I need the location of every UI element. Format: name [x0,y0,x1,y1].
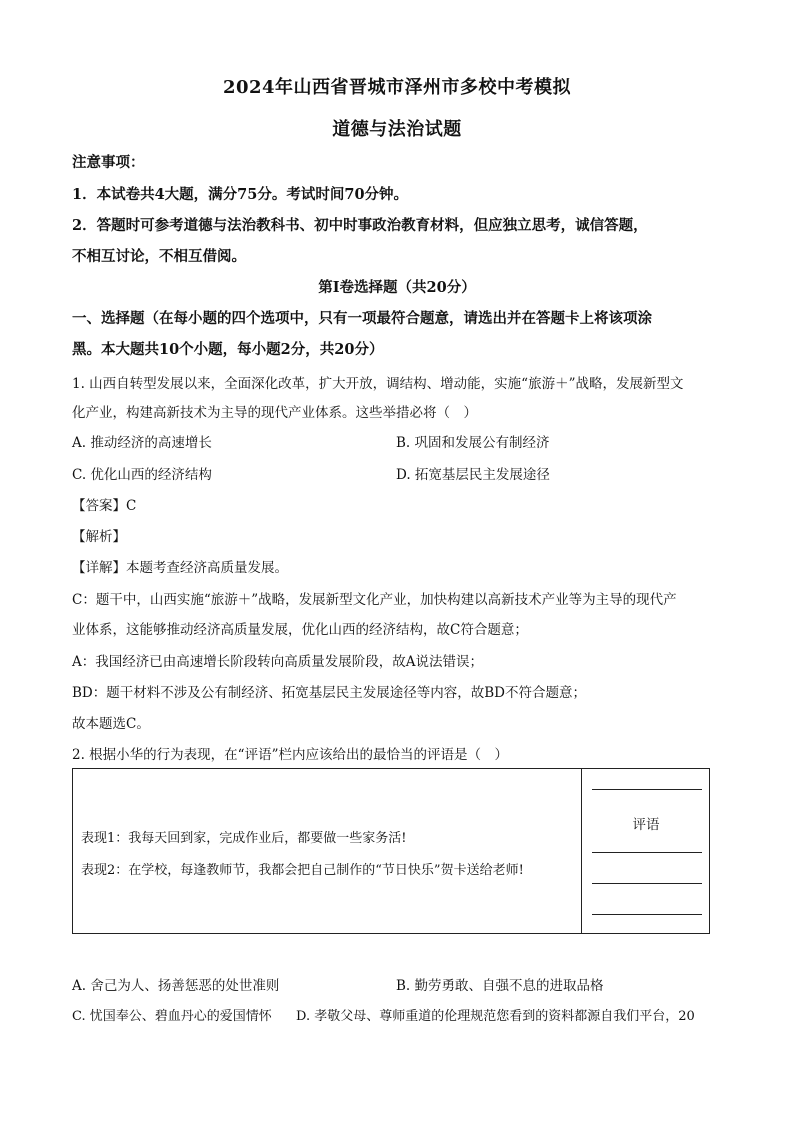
comment-blank-line [592,852,702,853]
notice-heading: 注意事项： [72,154,145,171]
table-column-divider [581,769,582,933]
q1-explanation-a: A：我国经济已由高速增长阶段转向高质量发展阶段，故A说法错误； [72,654,483,670]
notice-item-2-line-2: 不相互讨论，不相互借阅。 [72,248,246,265]
comment-blank-line [592,883,702,884]
section-instructions-line-2: 黑。本大题共10个小题，每小题2分，共20分） [72,341,384,358]
q2-option-d: D. 孝敬父母、尊师重道的伦理规范您看到的资料都源自我们平台，20 [296,1009,695,1024]
q1-analysis-label: 【解析】 [72,529,126,545]
q2-stem: 2. 根据小华的行为表现，在“评语”栏内应该给出的最恰当的评语是（ ） [72,747,508,763]
q1-detail: 【详解】本题考查经济高质量发展。 [72,560,288,576]
comment-blank-line [592,914,702,915]
q1-conclusion: 故本题选C。 [72,716,150,732]
exam-title: 2024年山西省晋城市泽州市多校中考模拟 [222,77,572,98]
q1-option-b: B. 巩固和发展公有制经济 [396,435,550,451]
q1-option-a: A. 推动经济的高速增长 [72,435,212,451]
q2-behavior-1: 表现1：我每天回到家，完成作业后，都要做一些家务活! [81,831,407,846]
q1-option-d: D. 拓宽基层民主发展途径 [396,467,550,483]
q1-stem-line-2: 化产业，构建高新技术为主导的现代产业体系。这些举措必将（ ） [72,405,477,421]
q1-explanation-bd: BD：题干材料不涉及公有制经济、拓宽基层民主发展途径等内容，故BD不符合题意； [72,685,586,701]
q1-answer: 【答案】C [72,498,137,514]
q2-option-c: C. 忧国奉公、碧血丹心的爱国情怀 [72,1009,272,1024]
q1-explanation-c-line-1: C：题干中，山西实施“旅游＋”战略，发展新型文化产业，加快构建以高新技术产业等为主导的现代产 [72,592,677,608]
q2-comment-label: 评语 [632,817,660,833]
section-instructions-line-1: 一、选择题（在每小题的四个选项中，只有一项最符合题意，请选出并在答题卡上将该项涂 [72,310,652,327]
q2-behavior-2: 表现2：在学校，每逢教师节，我都会把自己制作的“节日快乐”贺卡送给老师! [81,863,524,878]
notice-item-1: 1．本试卷共4大题，满分75分。考试时间70分钟。 [72,186,409,203]
section-title: 第Ⅰ卷选择题（共20分） [318,279,476,296]
q1-option-c: C. 优化山西的经济结构 [72,467,212,483]
q1-stem-line-1: 1. 山西自转型发展以来，全面深化改革，扩大开放，调结构、增动能，实施“旅游＋”战略，发展新型文 [72,376,684,392]
comment-blank-line [592,789,702,790]
q2-option-b: B. 勤劳勇敢、自强不息的进取品格 [396,978,604,994]
q1-explanation-c-line-2: 业体系，这能够推动经济高质量发展，优化山西的经济结构，故C符合题意； [72,622,528,638]
exam-subtitle: 道德与法治试题 [332,119,462,140]
q2-option-a: A. 舍己为人、扬善惩恶的处世准则 [72,978,280,994]
notice-item-2-line-1: 2．答题时可参考道德与法治教科书、初中时事政治教育材料，但应独立思考，诚信答题， [72,217,648,234]
q2-behavior-table [72,768,710,934]
